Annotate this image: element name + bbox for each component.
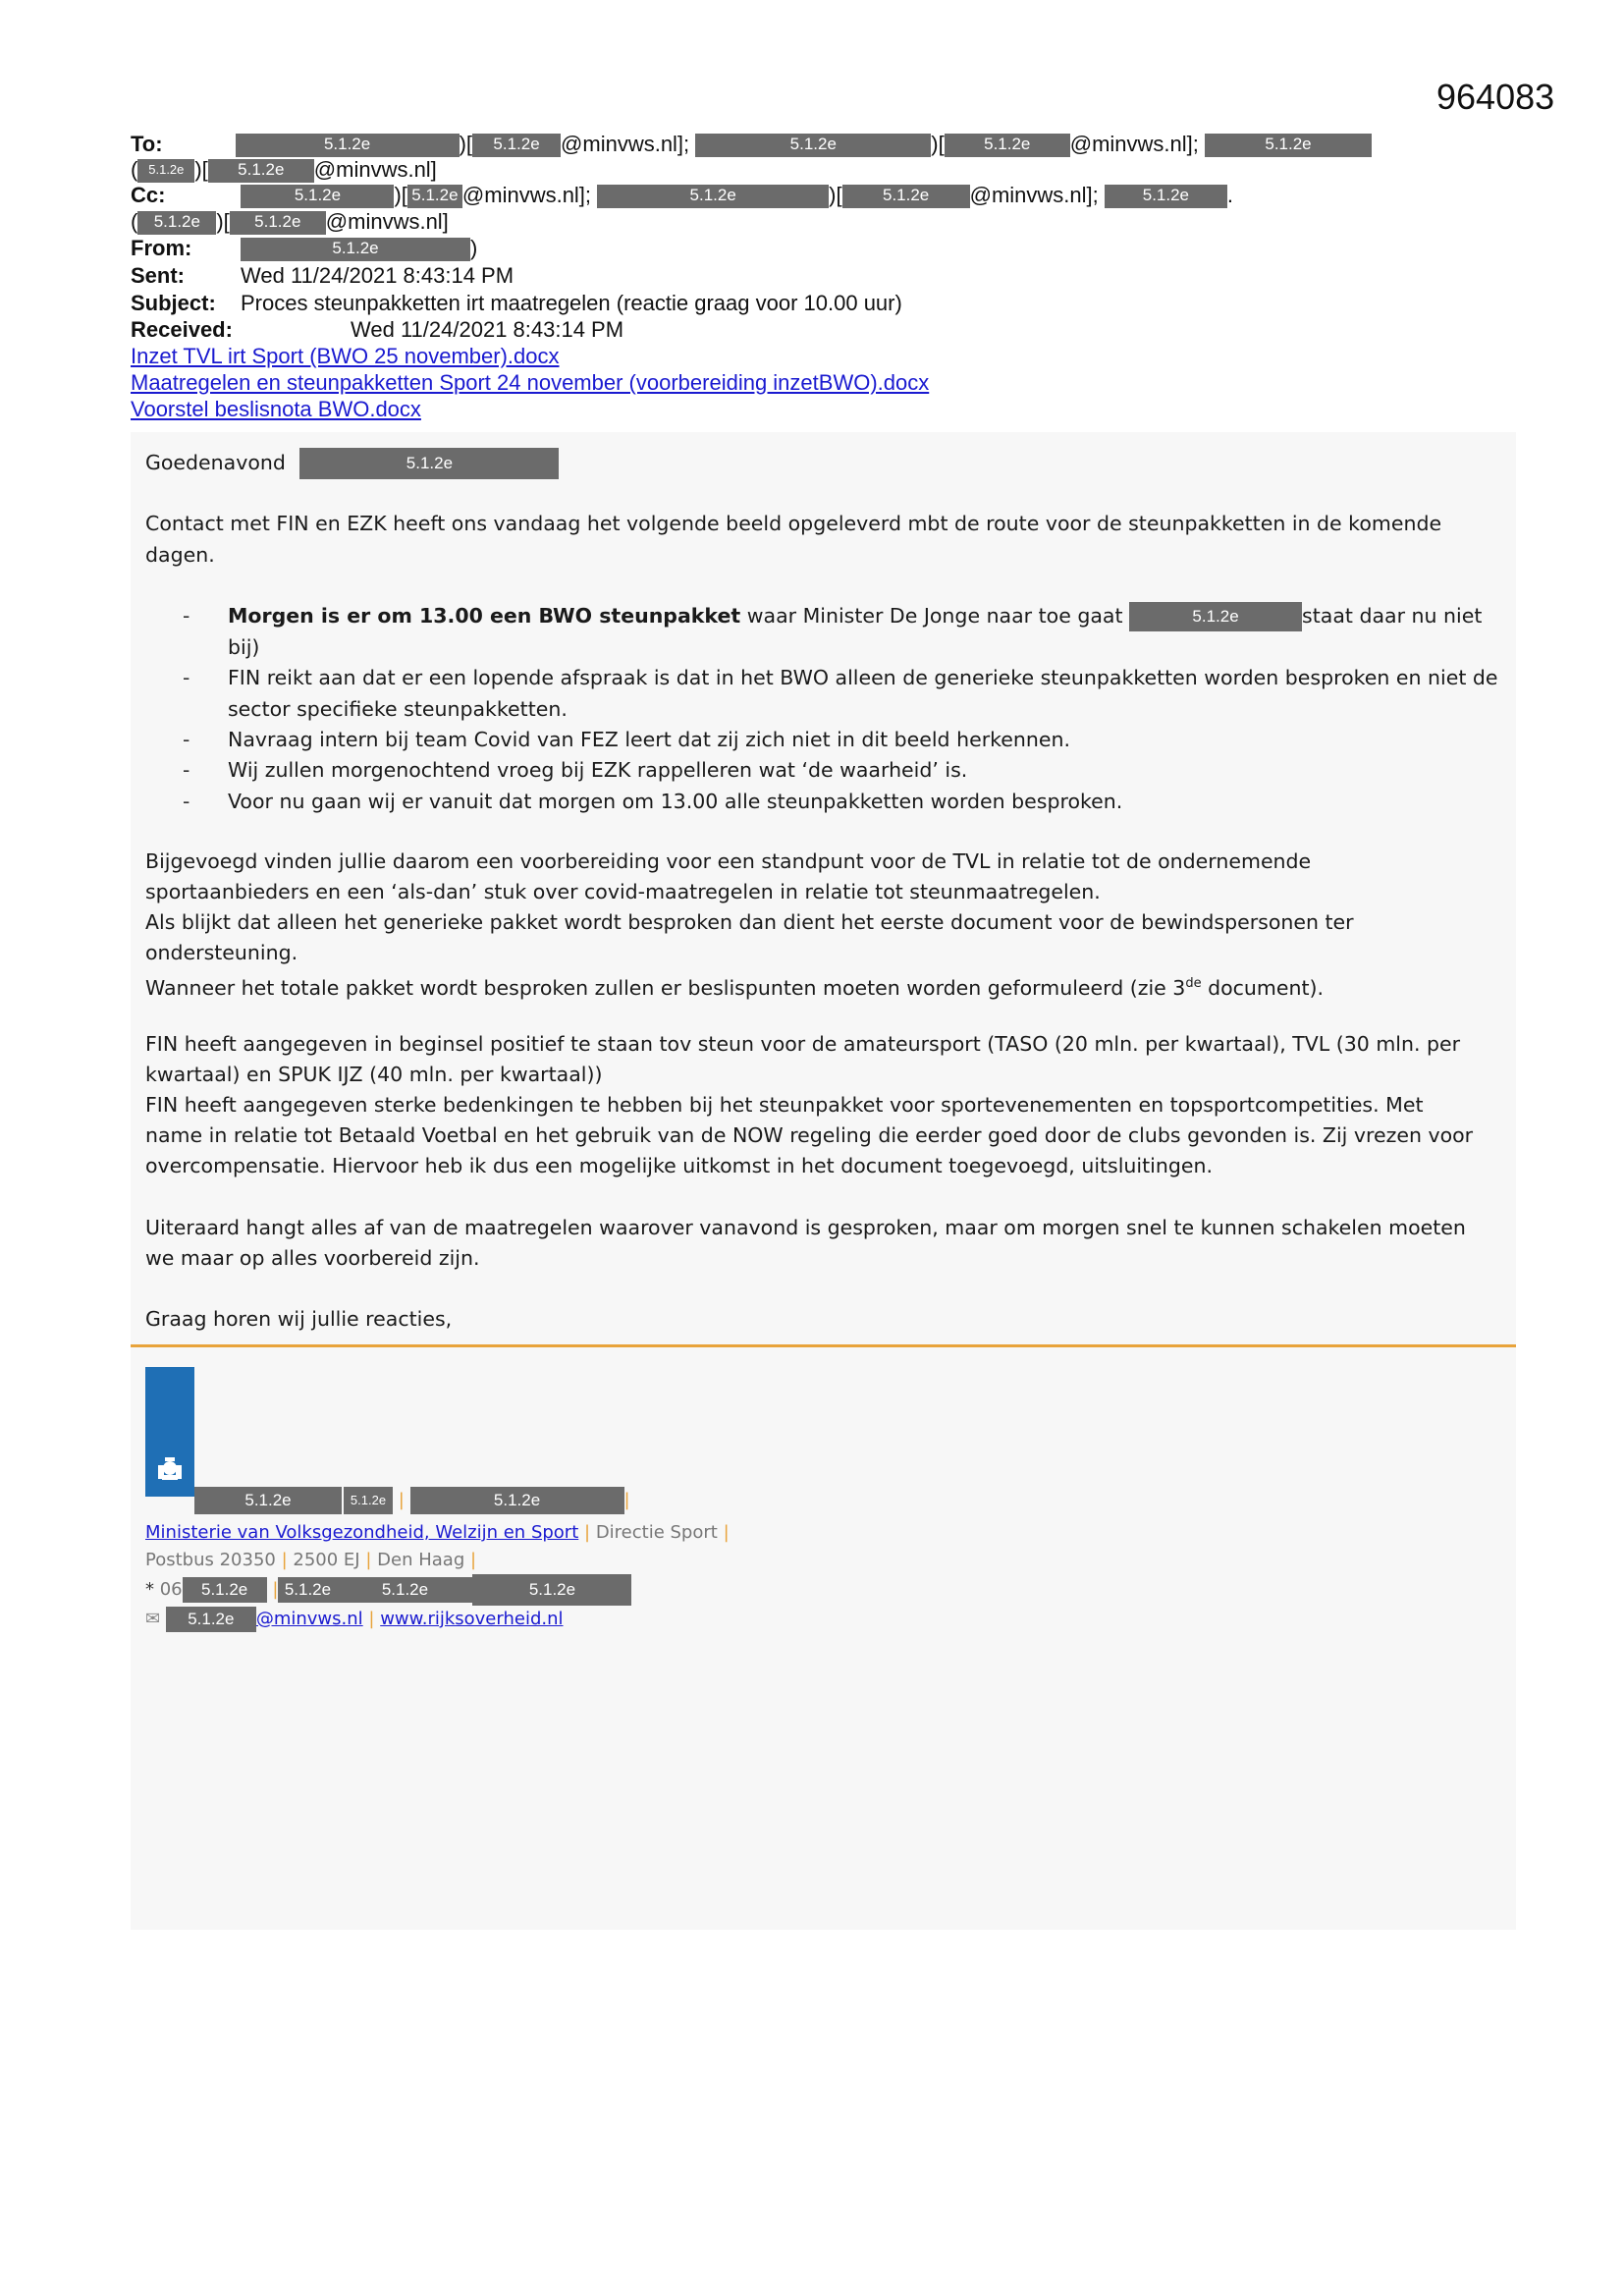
redaction: 5.1.2e: [410, 1487, 624, 1514]
closing: Graag horen wij jullie reacties,: [145, 1307, 453, 1331]
signature-ministry-row: Ministerie van Volksgezondheid, Welzijn en Sport | Directie Sport |: [145, 1522, 730, 1543]
paragraph-2-line: Bijgevoegd vinden jullie daarom een voorbereiding voor een standpunt voor de TVL in relatie tot de ondernemende: [145, 849, 1312, 873]
bullet-item: [228, 601, 1504, 632]
rijksoverheid-logo: [145, 1367, 194, 1497]
email-domain: @minvws.nl]: [313, 157, 437, 182]
signature-name-row: 5.1.2e 5.1.2e | 5.1.2e |: [194, 1487, 630, 1514]
email-link[interactable]: @minvws.nl: [255, 1609, 363, 1629]
bullet-text-1: waar Minister De Jonge naar toe gaat: [740, 604, 1123, 628]
city: Den Haag: [377, 1550, 465, 1570]
email-domain: @minvws.nl];: [461, 183, 592, 207]
redaction: 5.1.2e: [278, 1577, 337, 1603]
subject-value: Proces steunpakketten irt maatregelen (reactie graag voor 10.00 uur): [241, 291, 902, 315]
paragraph-1: Contact met FIN en EZK heeft ons vandaag het volgende beeld opgeleverd mbt de route voor de steunpakketten in de komende dagen.: [145, 512, 1442, 567]
paragraph-4-line: Uiteraard hangt alles af van de maatregelen waarover vanavond is gesproken, maar om morgen snel te kunnen schakelen moeten: [145, 1216, 1466, 1239]
bullet-tail-2: bij): [228, 635, 260, 659]
paragraph-2-line: ondersteuning.: [145, 941, 298, 964]
superscript: de: [1185, 976, 1202, 991]
website-link[interactable]: www.rijksoverheid.nl: [380, 1609, 564, 1629]
postbus: Postbus 20350: [145, 1550, 276, 1570]
crest-icon: [145, 1367, 194, 1497]
bullet-dash: -: [183, 728, 190, 751]
paragraph-2-line: Als blijkt dat alleen het generieke pakket wordt besproken dan dient het eerste document voor de bewindspersonen ter: [145, 910, 1354, 934]
cc-label: Cc:: [131, 183, 166, 207]
document-id: 964083: [1436, 77, 1555, 117]
bullet-item: Navraag intern bij team Covid van FEZ leert dat zij zich niet in dit beeld herkennen.: [228, 728, 1070, 751]
paragraph-2-line: sportaanbieders en een ‘als-dan’ stuk over covid-maatregelen in relatie tot steunmaatregelen.: [145, 880, 1101, 903]
redaction: 5.1.2e: [344, 1487, 393, 1514]
redaction: 5.1.2e: [230, 211, 326, 235]
to-label: To:: [131, 132, 163, 156]
envelope-icon: ✉: [145, 1609, 161, 1629]
redaction: 5.1.2e: [472, 1574, 631, 1606]
phone-icon: *: [145, 1579, 154, 1600]
received-label: Received:: [131, 317, 233, 342]
email-domain: @minvws.nl];: [1069, 132, 1199, 156]
signature-email-row: ✉ 5.1.2e @minvws.nl | www.rijksoverheid.nl: [145, 1607, 564, 1632]
paragraph-2-line: [145, 968, 1500, 1004]
redaction: 5.1.2e: [597, 185, 829, 208]
redaction: 5.1.2e: [183, 1577, 267, 1603]
redaction: 5.1.2e: [945, 134, 1070, 157]
paragraph-3-line: FIN heeft aangegeven sterke bedenkingen te hebben bij het steunpakket voor sportevenementen en topsportcompetities. Met: [145, 1093, 1424, 1117]
from-label: From:: [131, 236, 192, 260]
ministry-link[interactable]: Ministerie van Volksgezondheid, Welzijn en Sport: [145, 1522, 579, 1543]
attachment-link[interactable]: Voorstel beslisnota BWO.docx: [131, 397, 421, 421]
phone-prefix: 06: [159, 1579, 183, 1600]
bullet-item: Wij zullen morgenochtend vroeg bij EZK rappelleren wat ‘de waarheid’ is.: [228, 758, 968, 782]
redaction: 5.1.2e: [337, 1577, 472, 1603]
paragraph-3-line: kwartaal) en SPUK IJZ (40 mln. per kwartaal)): [145, 1063, 603, 1086]
redaction: 5.1.2e: [236, 134, 460, 157]
sent-line: [131, 263, 514, 289]
redaction: 5.1.2e: [137, 211, 216, 235]
redaction: 5.1.2e: [166, 1607, 256, 1632]
redaction: 5.1.2e: [1129, 602, 1302, 631]
bullet-dash: -: [183, 666, 190, 689]
from-line: From: 5.1.2e ): [131, 236, 478, 260]
p2-text-end: document).: [1201, 975, 1325, 1000]
redaction: 5.1.2e: [407, 185, 462, 208]
subject-line: [131, 291, 902, 316]
redaction: 5.1.2e: [842, 185, 970, 208]
postcode: 2500 EJ: [293, 1550, 360, 1570]
bullet-tail: staat daar nu niet: [1302, 604, 1483, 628]
paragraph-3-line: overcompensatie. Hiervoor heb ik dus een mogelijke uitkomst in het document toegevoegd, uitsluitingen.: [145, 1154, 1213, 1177]
paragraph-3-line: name in relatie tot Betaald Voetbal en het gebruik van de NOW regeling die eerder goed door de clubs gevonden is. Zij vrezen voor: [145, 1123, 1474, 1147]
divider: [131, 1344, 1516, 1347]
subject-label: Subject:: [131, 291, 216, 315]
bullet-dash: -: [183, 758, 190, 782]
redaction: 5.1.2e: [299, 448, 559, 479]
department: Directie Sport: [595, 1522, 718, 1543]
redaction: 5.1.2e: [194, 1487, 342, 1514]
attachment-link[interactable]: Maatregelen en steunpakketten Sport 24 november (voorbereiding inzetBWO).docx: [131, 370, 930, 395]
greeting-text: Goedenavond: [145, 451, 286, 474]
received-line: [131, 317, 623, 343]
redaction: 5.1.2e: [241, 238, 470, 261]
redaction: 5.1.2e: [241, 185, 394, 208]
sent-label: Sent:: [131, 263, 185, 288]
to-line: To: 5.1.2e )[ 5.1.2e @minvws.nl]; 5.1.2e )[ 5.1.2e @minvws.nl]; 5.1.2e: [131, 132, 1372, 157]
paragraph-3-line: FIN heeft aangegeven in beginsel positief te staan tov steun voor de amateursport (TASO (20 mln. per kwartaal), TVL (30 mln. per: [145, 1032, 1461, 1056]
redaction: 5.1.2e: [472, 134, 561, 157]
bullet-dash: -: [183, 604, 190, 628]
bullet-bold: Morgen is er om 13.00 een BWO steunpakket: [228, 604, 741, 628]
email-domain: @minvws.nl];: [969, 183, 1099, 207]
received-value: Wed 11/24/2021 8:43:14 PM: [351, 317, 624, 342]
sent-value: Wed 11/24/2021 8:43:14 PM: [241, 263, 514, 288]
redaction: 5.1.2e: [208, 159, 314, 183]
redaction: 5.1.2e: [1205, 134, 1372, 157]
redaction: 5.1.2e: [1105, 185, 1227, 208]
cc-line-2: ( 5.1.2e )[ 5.1.2e @minvws.nl]: [131, 209, 449, 234]
email-domain: @minvws.nl];: [561, 132, 690, 156]
bullet-dash: -: [183, 790, 190, 813]
signature-address-row: Postbus 20350 | 2500 EJ | Den Haag |: [145, 1550, 477, 1570]
paragraph-4-line: we maar op alles voorbereid zijn.: [145, 1246, 480, 1270]
email-domain: @minvws.nl]: [325, 209, 449, 234]
redaction: 5.1.2e: [137, 159, 194, 183]
cc-line: Cc: 5.1.2e )[ 5.1.2e @minvws.nl]; 5.1.2e )[ 5.1.2e @minvws.nl]; 5.1.2e .: [131, 183, 1234, 207]
bullet-item: Voor nu gaan wij er vanuit dat morgen om 13.00 alle steunpakketten worden besproken.: [228, 790, 1123, 813]
p2-text: Wanneer het totale pakket wordt besproken zullen er beslispunten moeten worden geformuleerd (zie 3: [145, 975, 1186, 1000]
signature-phone-row: * 06 5.1.2e | 5.1.2e 5.1.2e 5.1.2e: [145, 1574, 631, 1606]
attachment-link[interactable]: Inzet TVL irt Sport (BWO 25 november).docx: [131, 344, 560, 368]
bullet-item: FIN reikt aan dat er een lopende afspraak is dat in het BWO alleen de generieke steunpakketten worden besproken en niet de sector specifieke steunpakketten.: [228, 666, 1498, 721]
to-line-2: ( 5.1.2e )[ 5.1.2e @minvws.nl]: [131, 157, 437, 182]
redaction: 5.1.2e: [695, 134, 931, 157]
greeting: [145, 448, 1500, 479]
